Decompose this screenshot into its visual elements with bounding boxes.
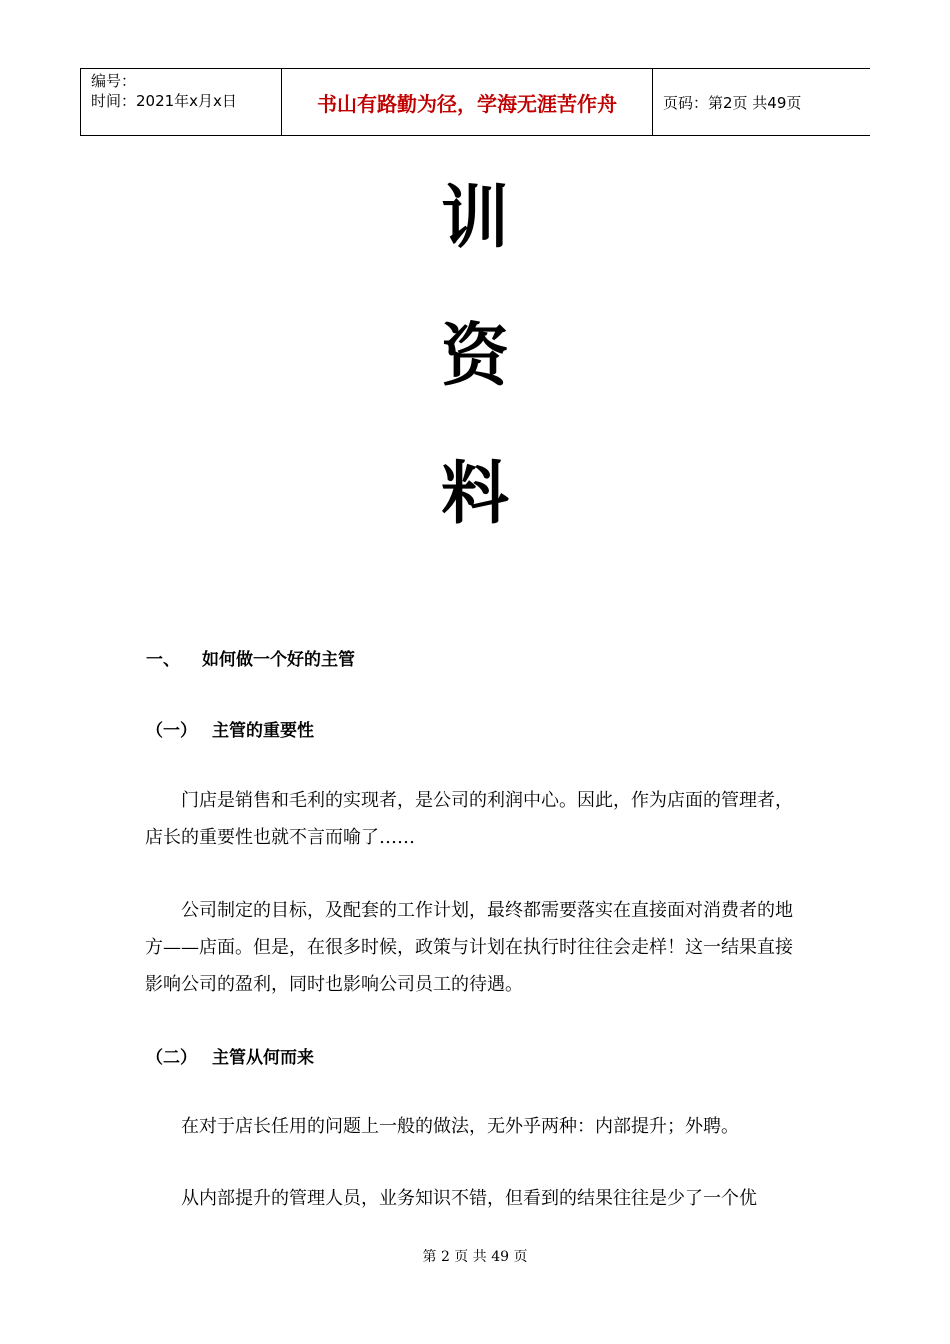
number-label: 编号：	[91, 72, 137, 90]
header-motto: 书山有路勤为径，学海无涯苦作舟	[281, 69, 653, 135]
header-meta	[80, 69, 281, 135]
subsection-number: （一）	[146, 721, 197, 741]
document-header	[80, 68, 870, 136]
time-label: 时间：2021年x月x日	[91, 92, 237, 110]
section-title: 如何做一个好的主管	[202, 650, 355, 670]
section-heading	[146, 645, 355, 670]
paragraph-3: 在对于店长任用的问题上一般的做法，无外乎两种：内部提升；外聘。	[181, 1116, 739, 1137]
subsection-heading-2	[146, 1043, 314, 1068]
paragraph-1: 门店是销售和毛利的实现者，是公司的利润中心。因此，作为店面的管理者，店长的重要性也就不言而喻了……	[145, 790, 793, 848]
title-char-2: 资	[440, 316, 509, 396]
subsection-heading-1	[146, 716, 314, 741]
title-char-1: 训	[440, 178, 509, 258]
subsection-title: 主管的重要性	[212, 721, 314, 741]
header-page-info: 页码：第2页 共49页	[663, 93, 802, 112]
paragraph-2: 公司制定的目标，及配套的工作计划，最终都需要落实在直接面对消费者的地方——店面。但是，在很多时候，政策与计划在执行时往往会走样！这一结果直接影响公司的盈利，同时也影响公司员工的待遇。	[145, 900, 793, 995]
subsection-number: （二）	[146, 1048, 197, 1068]
title-char-3: 料	[440, 454, 509, 534]
paragraph-4: 从内部提升的管理人员，业务知识不错，但看到的结果往往是少了一个优	[181, 1188, 757, 1209]
section-number: 一、	[146, 650, 180, 670]
subsection-title: 主管从何而来	[212, 1048, 314, 1068]
page-footer: 第 2 页 共 49 页	[422, 1249, 528, 1265]
